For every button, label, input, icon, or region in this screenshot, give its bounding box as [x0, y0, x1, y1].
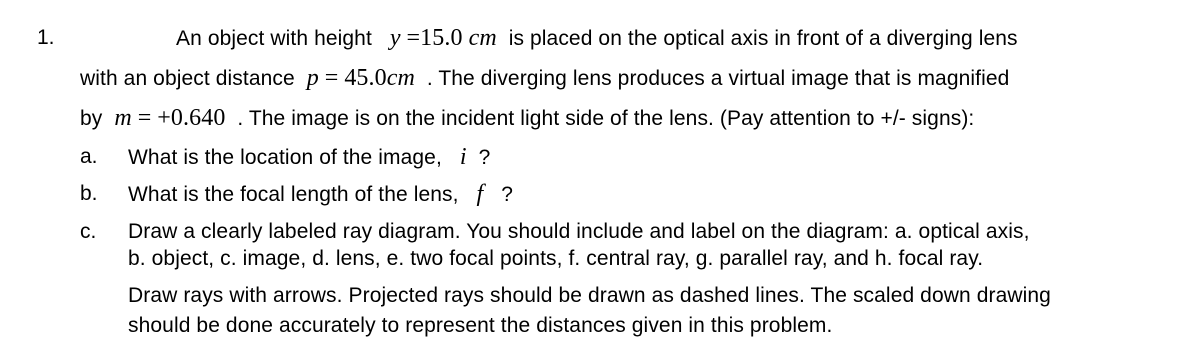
line1-pre: An object with height — [176, 27, 372, 50]
var-p: p — [306, 65, 319, 91]
magnification-value: +0.640 — [157, 105, 226, 131]
problem-line-2 — [80, 64, 1009, 93]
problem-number: 1. — [37, 26, 55, 49]
question-b-text: What is the focal length of the lens, — [128, 183, 459, 206]
question-a-marker: a. — [80, 145, 98, 168]
line3-post: . The image is on the incident light side of the lens. (Pay attention to +/- signs): — [237, 107, 975, 130]
distance-value: 45.0 — [344, 65, 387, 91]
height-unit: cm — [468, 25, 497, 51]
question-b — [128, 180, 513, 209]
problem-line-3 — [80, 104, 974, 133]
question-b-end: ? — [501, 183, 513, 206]
question-a-end: ? — [478, 146, 491, 169]
question-b-marker: b. — [80, 182, 98, 205]
question-c-marker: c. — [80, 220, 97, 243]
line1-post: is placed on the optical axis in front of a diverging lens — [508, 27, 1018, 50]
question-c-line-2: b. object, c. image, d. lens, e. two focal points, f. central ray, g. parallel ray, and h. focal ray. — [128, 247, 984, 270]
height-value: 15.0 — [420, 25, 463, 51]
var-i: i — [459, 144, 467, 170]
distance-unit: cm — [386, 65, 415, 91]
problem-line-1 — [176, 24, 1018, 53]
question-a — [128, 143, 490, 172]
line3-pre: by — [80, 107, 103, 130]
question-c-line-1: Draw a clearly labeled ray diagram. You should include and label on the diagram: a. optical axis, — [128, 220, 1030, 243]
question-c-line-4: should be done accurately to represent the distances given in this problem. — [128, 314, 833, 337]
line2-pre: with an object distance — [80, 67, 295, 90]
eq-sign: = — [137, 105, 152, 131]
line2-post: . The diverging lens produces a virtual image that is magnified — [426, 67, 1010, 90]
question-a-text: What is the location of the image, — [128, 146, 442, 169]
var-m: m — [114, 105, 132, 131]
question-c-line-3: Draw rays with arrows. Projected rays should be drawn as dashed lines. The scaled down drawing — [128, 284, 1051, 307]
var-f: f — [476, 181, 484, 207]
eq-sign: = — [406, 25, 421, 51]
eq-sign: = — [324, 65, 339, 91]
var-y: y — [389, 25, 401, 51]
